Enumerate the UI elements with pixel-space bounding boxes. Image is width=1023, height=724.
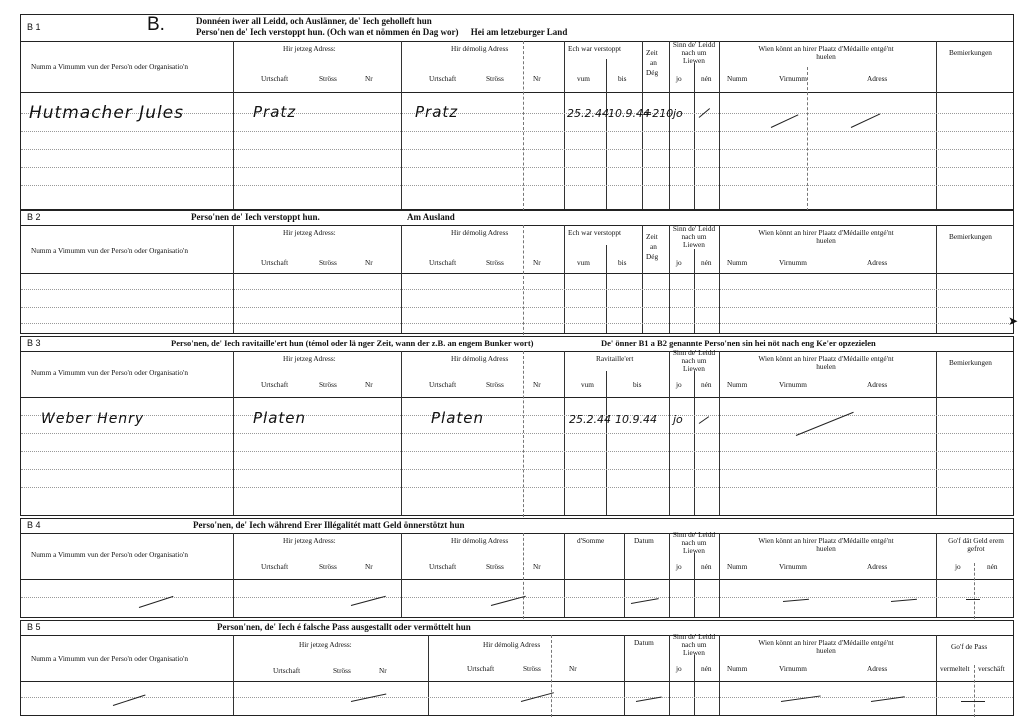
b3-entry-current-place: Platen (253, 409, 307, 427)
b2-col-deg: Dég (646, 252, 659, 261)
header-line-2a: Perso'nen de' Iech verstoppt hun. (Och wan et nömmen én Dag wor) (196, 27, 459, 37)
b5-col-current-urtschaft: Urtschaft (273, 666, 301, 675)
col-name: Numm a Vimumm vun der Perso'n oder Organisatio'n (31, 62, 188, 71)
col-medal: Wien könnt an hirer Plaatz d'Médaille entgé'nt huelen (758, 44, 894, 61)
b2-col-current-urtschaft: Urtschaft (261, 258, 289, 267)
form-rule-line (21, 131, 1013, 132)
b2-col-name: Numm a Vimumm vun der Perso'n oder Organisatio'n (31, 246, 188, 255)
b4-col-somme: d'Somme (577, 536, 605, 545)
b1-entry-current-place: Pratz (253, 103, 297, 121)
col-deg: Dég (646, 68, 659, 77)
col-former-stross: Ströss (486, 74, 504, 83)
form-rule-line (669, 533, 670, 617)
b3-col-vum: vum (581, 380, 594, 389)
form-rule-line (21, 323, 1013, 324)
b4-col-geld-jo: jo (955, 562, 961, 571)
b4-col-datum: Datum (634, 536, 654, 545)
form-rule-line (233, 533, 234, 617)
form-rule-line (694, 63, 695, 209)
section-b4-id: B 4 (27, 520, 41, 530)
section-b5 (20, 620, 1014, 716)
b3-col-bis: bis (633, 380, 642, 389)
form-rule-line (523, 533, 524, 619)
b5-col-vermeltelt: vermeltelt (940, 664, 970, 673)
b3-col-remarks: Bemierkungen (949, 358, 992, 367)
section-b5-id: B 5 (27, 622, 41, 632)
b4-col-geld-nen: nén (987, 562, 998, 571)
col-zeit: Zeit (646, 48, 658, 57)
b2-col-virnumm: Virnumm (779, 258, 807, 267)
form-rule-line (401, 533, 402, 617)
header-line-2b: Hei am letzeburger Land (470, 27, 568, 37)
b2-col-an: an (650, 242, 657, 251)
b3-col-name: Numm a Vimumm vun der Perso'n oder Organisatio'n (31, 368, 188, 377)
b3-col-medal: Wien könnt an hirer Plaatz d'Médaille entgé'nt huelen (758, 354, 894, 371)
header-line-1: Donnéen iwer all Leidd, och Auslänner, de' Iech geholleft hun (196, 16, 432, 26)
b4-col-geld: Go'f dät Geld erem gefrot (948, 536, 1004, 553)
b2-col-current-stross: Ströss (319, 258, 337, 267)
form-rule-line (21, 185, 1013, 186)
col-current-address: Hir jetzeg Adress: (283, 44, 336, 53)
b3-entry-alive: jo (673, 413, 683, 426)
form-rule-line (719, 533, 720, 617)
b5-col-name: Numm a Vimumm vun der Perso'n oder Organisatio'n (31, 654, 188, 663)
b3-col-ravitailleiert: Ravitaille'ert (596, 354, 634, 363)
b1-entry-days: =210 (643, 107, 674, 120)
b4-col-former-nr: Nr (533, 562, 541, 571)
form-rule-line (694, 249, 695, 333)
col-former-urtschaft: Urtschaft (429, 74, 457, 83)
section-b4-title: Perso'nen, de' Iech während Erer Illégalitét matt Geld önnerstötzt hun (193, 520, 465, 530)
b1-entry-former-place: Pratz (415, 103, 459, 121)
b5-col-datum: Datum (634, 638, 654, 647)
col-current-urtschaft: Urtschaft (261, 74, 289, 83)
b4-col-current-stross: Ströss (319, 562, 337, 571)
section-b2 (20, 210, 1014, 334)
b2-col-remarks: Bemierkungen (949, 232, 992, 241)
b2-col-former-nr: Nr (533, 258, 541, 267)
form-rule-line (642, 41, 643, 209)
form-rule-line (642, 225, 643, 333)
section-b3-title: Perso'nen, de' Iech ravitaille'ert hun (témol oder lä nger Zeit, wann der z.B. an engem Bunker wort) (171, 338, 534, 348)
form-rule-line (669, 635, 670, 715)
form-rule-line (891, 599, 917, 602)
form-rule-line (936, 533, 937, 617)
b4-col-medal: Wien könnt an hirer Plaatz d'Médaille entgé'nt huelen (758, 536, 894, 553)
section-b5-title: Person'nen, de' Iech é falsche Pass ausgestallt oder vermöttelt hun (217, 622, 471, 632)
b4-col-current-address: Hir jetzeg Adress: (283, 536, 336, 545)
form-rule-line (21, 433, 1013, 434)
form-rule-line (21, 697, 1013, 698)
b1-entry-from: 25.2.44 (567, 107, 609, 120)
form-rule-line (936, 635, 937, 715)
section-b3-id: B 3 (27, 338, 41, 348)
b5-col-medal: Wien könnt an hirer Plaatz d'Médaille entgé'nt huelen (758, 638, 894, 655)
b2-col-former-urtschaft: Urtschaft (429, 258, 457, 267)
edge-arrow-icon: ➤ (1008, 314, 1019, 328)
form-rule-line (551, 635, 552, 717)
form-rule-line (21, 487, 1013, 488)
form-rule-line (694, 553, 695, 617)
b5-col-numm: Numm (727, 664, 748, 673)
section-b2-title: Perso'nen de' Iech verstoppt hun. (191, 212, 320, 222)
form-rule-line (699, 416, 709, 424)
b2-col-former-address: Hir démolig Adress (451, 228, 509, 237)
b3-col-numm: Numm (727, 380, 748, 389)
b3-col-adress: Adress (867, 380, 888, 389)
form-rule-line (719, 635, 720, 715)
col-remarks: Bemierkungen (949, 48, 992, 57)
col-bis: bis (618, 74, 627, 83)
b5-col-verschaft: verschäft (978, 664, 1005, 673)
b4-col-adress: Adress (867, 562, 888, 571)
form-rule-line (966, 599, 980, 600)
section-b3 (20, 336, 1014, 516)
form-rule-line (807, 67, 808, 211)
form-rule-line (961, 701, 985, 702)
b5-col-jo: jo (676, 664, 682, 673)
col-alive: Sinn de' Leidd nach um Liewen (672, 40, 716, 65)
form-rule-line (21, 415, 1013, 416)
b5-col-pass: Go'f de Pass (951, 642, 988, 651)
b3-col-current-nr: Nr (365, 380, 373, 389)
section-b1 (20, 14, 1014, 210)
b4-col-former-urtschaft: Urtschaft (429, 562, 457, 571)
b5-col-alive: Sinn de' Leidd nach um Liewen (672, 632, 716, 657)
col-hid: Ech war verstoppt (568, 44, 622, 53)
b1-entry-name: Hutmacher Jules (29, 103, 185, 123)
b2-col-adress: Adress (867, 258, 888, 267)
header-line-2 (196, 27, 567, 37)
form-rule-line (669, 41, 670, 209)
b2-col-alive: Sinn de' Leidd nach um Liewen (672, 224, 716, 249)
col-virnumm: Virnumm (779, 74, 807, 83)
form-rule-line (564, 41, 565, 209)
b5-col-current-address: Hir jetzeg Adress: (299, 640, 352, 649)
b2-col-vum: vum (577, 258, 590, 267)
form-rule-line (631, 598, 659, 604)
form-rule-line (719, 41, 720, 209)
col-former-address: Hir démolig Adress (451, 44, 509, 53)
form-rule-line (719, 225, 720, 333)
section-b4 (20, 518, 1014, 618)
col-current-nr: Nr (365, 74, 373, 83)
b2-col-current-address: Hir jetzeg Adress: (283, 228, 336, 237)
b2-col-numm: Numm (727, 258, 748, 267)
form-rule-line (694, 371, 695, 515)
b3-col-current-stross: Ströss (319, 380, 337, 389)
col-vum: vum (577, 74, 590, 83)
b3-col-former-address: Hir démolig Adress (451, 354, 509, 363)
col-numm: Numm (727, 74, 748, 83)
section-b2-id: B 2 (27, 212, 41, 222)
b3-col-current-urtschaft: Urtschaft (261, 380, 289, 389)
b5-col-current-nr: Nr (379, 666, 387, 675)
form-rule-line (694, 655, 695, 715)
form-rule-line (624, 635, 625, 715)
b4-col-jo: jo (676, 562, 682, 571)
b1-entry-alive: jo (673, 107, 683, 120)
col-nen: nén (701, 74, 712, 83)
form-rule-line (783, 599, 809, 602)
form-rule-line (21, 289, 1013, 290)
b3-entry-name: Weber Henry (41, 411, 145, 427)
b3-col-former-urtschaft: Urtschaft (429, 380, 457, 389)
b3-col-former-stross: Ströss (486, 380, 504, 389)
b2-col-medal: Wien könnt an hirer Plaatz d'Médaille entgé'nt huelen (758, 228, 894, 245)
b5-col-adress: Adress (867, 664, 888, 673)
form-rule-line (624, 533, 625, 617)
section-b2-title2: Am Ausland (407, 212, 455, 222)
b4-col-former-address: Hir démolig Adress (451, 536, 509, 545)
form-rule-line (974, 665, 975, 717)
b3-entry-from: 25.2.44 (569, 413, 611, 426)
form-rule-line (21, 167, 1013, 168)
form-rule-line (401, 225, 402, 333)
b2-col-current-nr: Nr (365, 258, 373, 267)
b3-col-nen: nén (701, 380, 712, 389)
b3-col-alive: Sinn de' Leidd nach um Liewen (672, 348, 716, 373)
form-letter: B. (147, 14, 165, 35)
form-rule-line (669, 225, 670, 333)
form-rule-line (564, 225, 565, 333)
b4-col-name: Numm a Vimumm vun der Perso'n oder Organisatio'n (31, 550, 188, 559)
form-rule-line (936, 41, 937, 209)
form-rule-line (233, 225, 234, 333)
form-rule-line (233, 41, 234, 209)
form-rule-line (21, 149, 1013, 150)
form-rule-line (233, 635, 234, 715)
form-rule-line (974, 563, 975, 619)
b2-col-jo: jo (676, 258, 682, 267)
b5-col-current-stross: Ströss (333, 666, 351, 675)
col-adress: Adress (867, 74, 888, 83)
b3-col-current-address: Hir jetzeg Adress: (283, 354, 336, 363)
b5-col-virnumm: Virnumm (779, 664, 807, 673)
b3-col-former-nr: Nr (533, 380, 541, 389)
b2-col-hid: Ech war verstoppt (568, 228, 622, 237)
form-rule-line (523, 351, 524, 517)
form-rule-line (523, 225, 524, 335)
section-b3-title2: De' önner B1 a B2 genannte Perso'nen sin hei nöt nach eng Ke'er opzezielen (601, 338, 876, 348)
b5-col-nen: nén (701, 664, 712, 673)
b1-entry-to: 10.9.44 (608, 107, 650, 120)
b2-col-nen: nén (701, 258, 712, 267)
col-former-nr: Nr (533, 74, 541, 83)
b3-col-jo: jo (676, 380, 682, 389)
form-rule-line (428, 635, 429, 715)
col-jo: jo (676, 74, 682, 83)
form-rule-line (401, 41, 402, 209)
form-rule-line (606, 371, 607, 515)
form-rule-line (21, 451, 1013, 452)
form-rule-line (936, 225, 937, 333)
b4-col-alive: Sinn de' Leidd nach um Liewen (672, 530, 716, 555)
b5-col-former-urtschaft: Urtschaft (467, 664, 495, 673)
b3-col-virnumm: Virnumm (779, 380, 807, 389)
b2-col-bis: bis (618, 258, 627, 267)
b4-col-nen: nén (701, 562, 712, 571)
b5-col-former-stross: Ströss (523, 664, 541, 673)
b4-col-former-stross: Ströss (486, 562, 504, 571)
section-b1-id: B 1 (27, 22, 41, 32)
form-rule-line (21, 307, 1013, 308)
form-rule-line (564, 533, 565, 617)
b3-entry-to: 10.9.44 (615, 413, 657, 426)
b5-col-former-nr: Nr (569, 664, 577, 673)
b2-col-former-stross: Ströss (486, 258, 504, 267)
col-current-stross: Ströss (319, 74, 337, 83)
b3-entry-former-place: Platen (431, 409, 485, 427)
b4-col-current-nr: Nr (365, 562, 373, 571)
b4-col-virnumm: Virnumm (779, 562, 807, 571)
b4-col-numm: Numm (727, 562, 748, 571)
form-rule-line (851, 114, 880, 128)
form-rule-line (771, 114, 799, 128)
form-rule-line (606, 59, 607, 209)
b5-col-former-address: Hir démolig Adress (483, 640, 541, 649)
form-rule-line (21, 469, 1013, 470)
b2-col-zeit: Zeit (646, 232, 658, 241)
b4-col-current-urtschaft: Urtschaft (261, 562, 289, 571)
col-an: an (650, 58, 657, 67)
